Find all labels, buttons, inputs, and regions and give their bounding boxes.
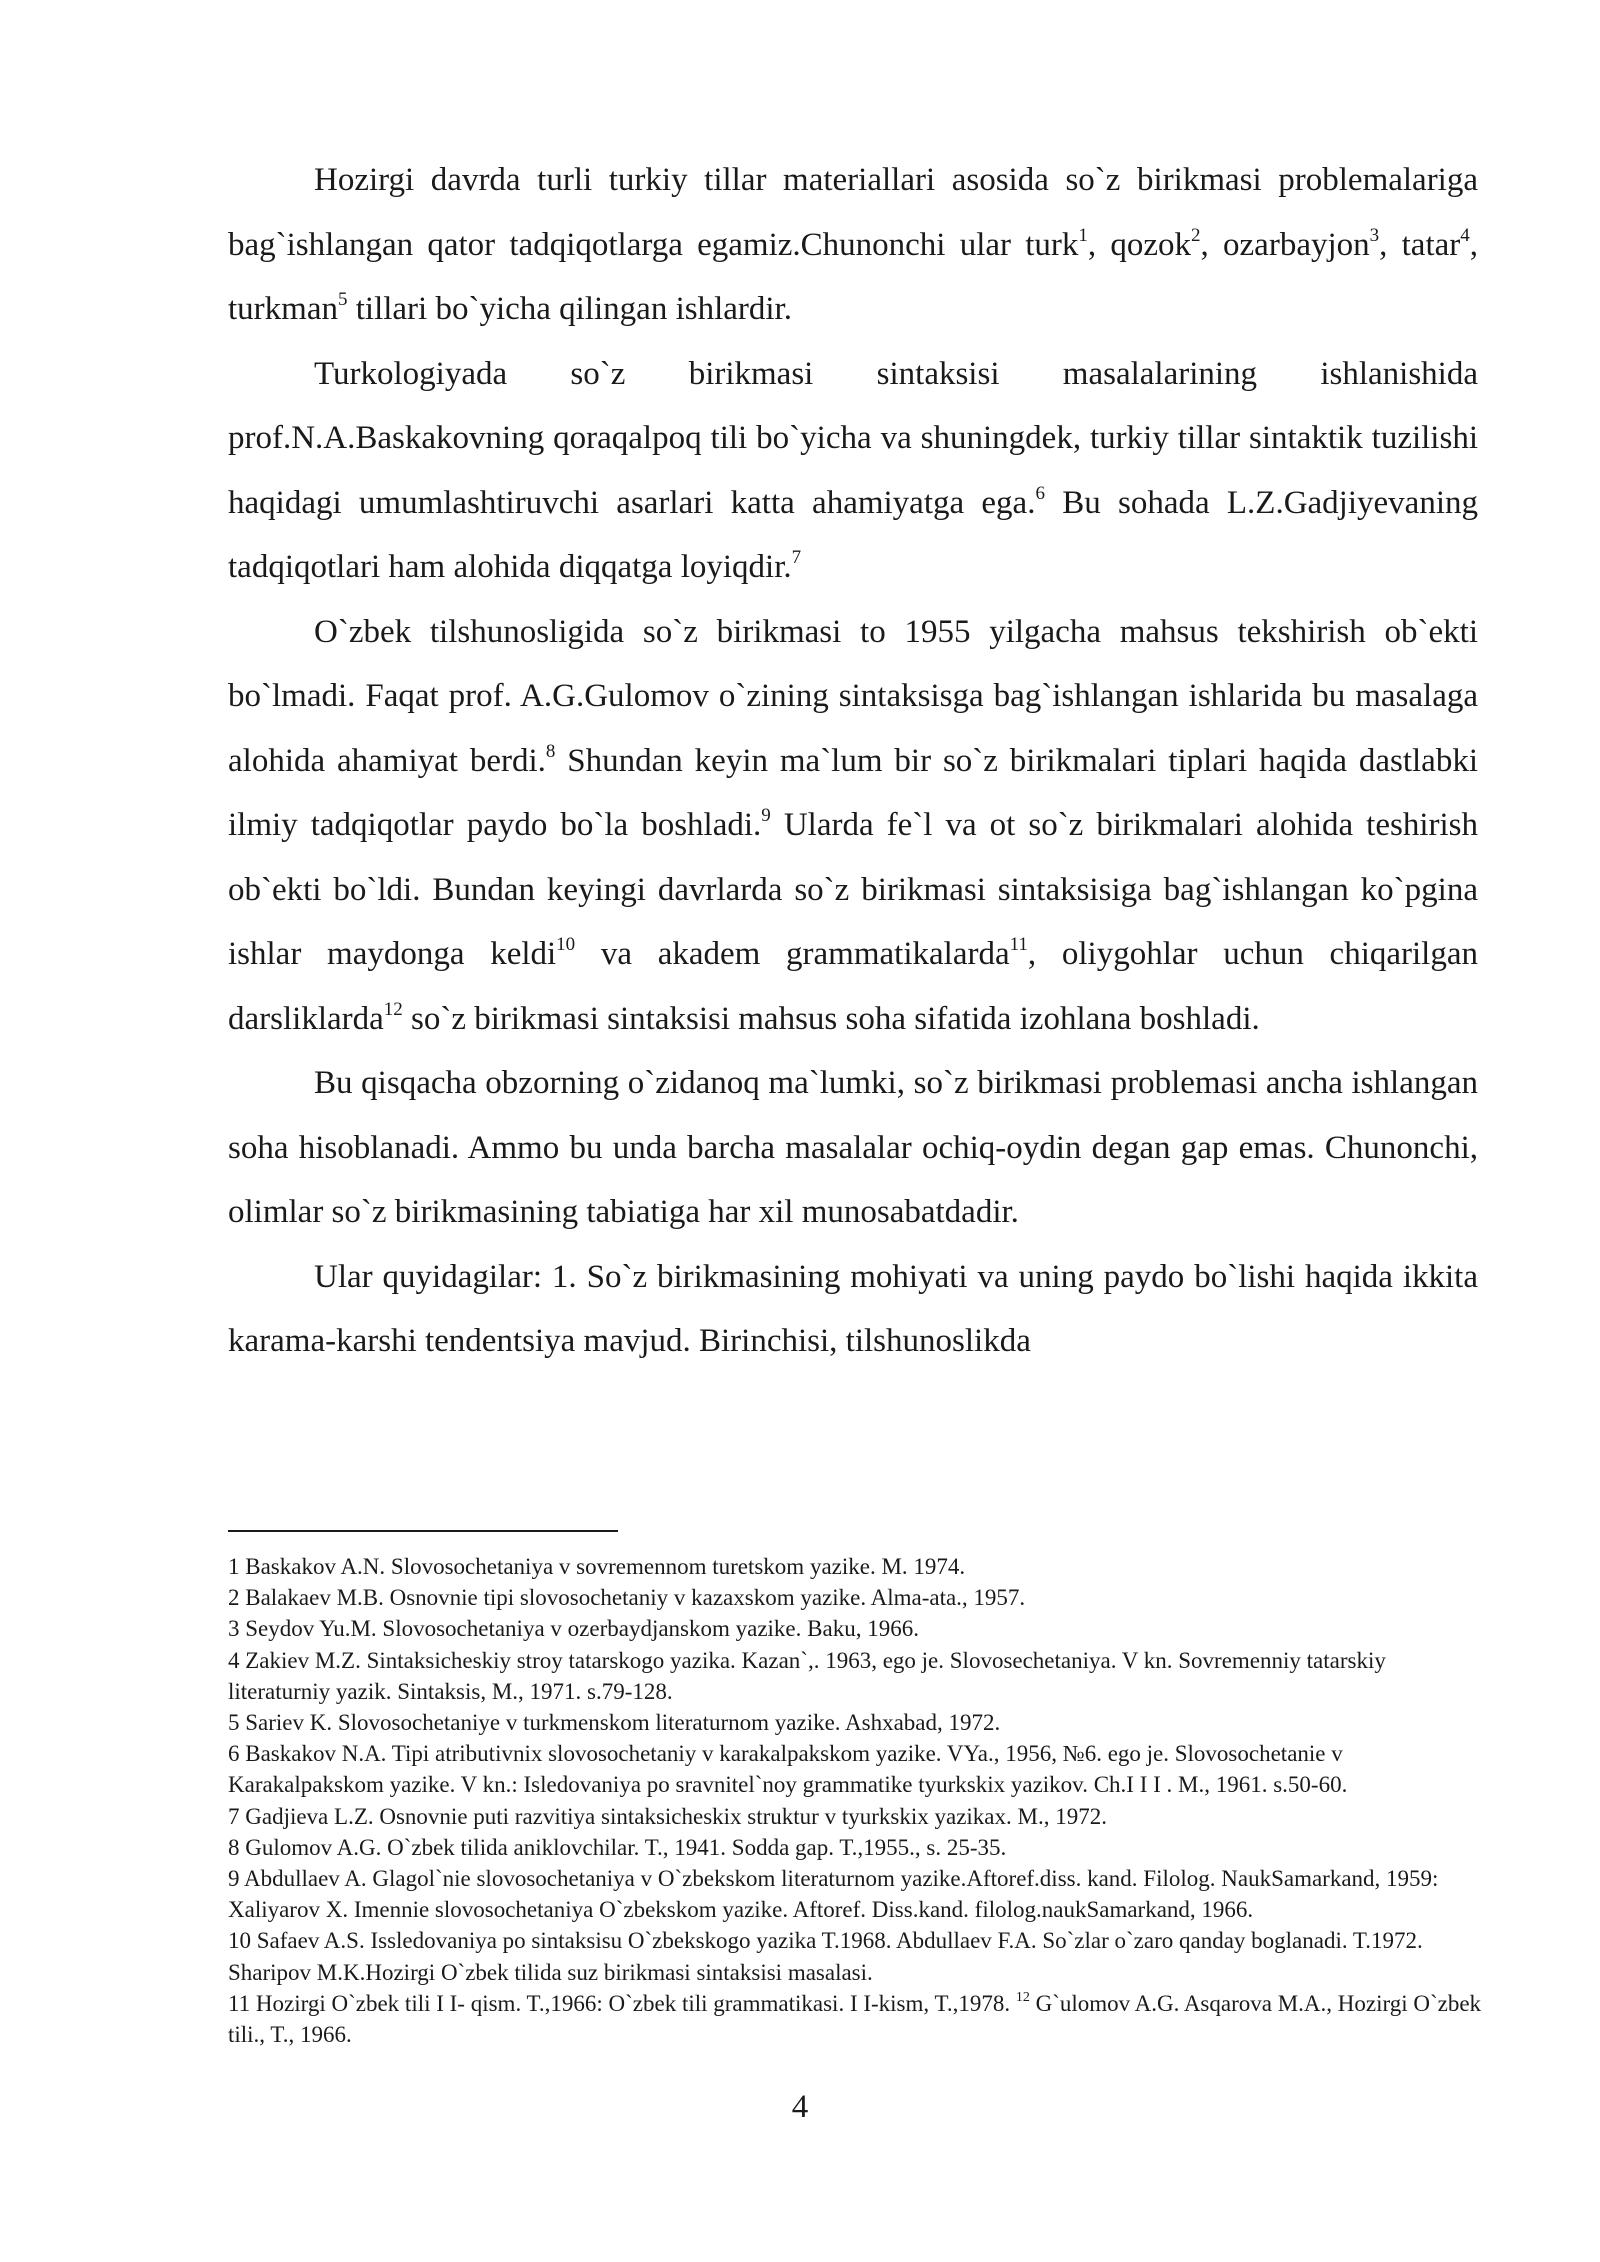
text-run: va akadem grammatikalarda	[575, 936, 1010, 972]
text-run: , ozarbayjon	[1200, 226, 1370, 263]
text-run: tillari bo`yicha qilingan ishlardir.	[347, 291, 792, 327]
footnote	[228, 1551, 1490, 1582]
footnote-reference: 4	[1460, 224, 1470, 246]
footnote-reference: 6	[1035, 482, 1045, 504]
footnote	[228, 1832, 1490, 1863]
text-run: so`z birikmasi sintaksisi mahsus soha sifatida izohlana boshladi.	[402, 1000, 1260, 1037]
text-run: 2 Balakaev M.B. Osnovnie tipi slovosochetaniy v kazaxskom yazike. Alma-ata., 1957.	[228, 1585, 1026, 1611]
text-run: 7 Gadjieva L.Z. Osnovnie puti razvitiya sintaksicheskix struktur v tyurkskix yazikax. M., 1972.	[228, 1803, 1107, 1829]
footnote-reference: 12	[383, 998, 403, 1020]
text-run: 3 Seydov Yu.M. Slovosochetaniya v ozerbaydjanskom yazike. Baku, 1966.	[228, 1616, 919, 1642]
paragraph	[228, 1245, 1478, 1374]
footnote-separator	[228, 1530, 618, 1532]
footnote-reference: 1	[1078, 224, 1088, 246]
footnote	[228, 1801, 1490, 1832]
text-run: , tatar	[1379, 226, 1461, 263]
footnotes	[228, 1551, 1490, 2050]
footnote	[228, 1738, 1490, 1800]
text-run: Hozirgi davrda turli turkiy tillar materiallari asosida so`z birikmasi problemalariga bag`ishlangan qator tadqiqotlarga egamiz.Chunonchi ular turk	[228, 162, 1478, 263]
footnote-reference: 12	[1015, 1990, 1030, 2006]
footnote-reference: 2	[1191, 224, 1201, 246]
text-run: 1 Baskakov A.N. Slovosochetaniya v sovremennom turetskom yazike. M. 1974.	[228, 1554, 966, 1579]
text-run: Turkologiyada so`z birikmasi sintaksisi masalalarining ishlanishida prof.N.A.Baskakovning qoraqalpoq tili bo`yicha va shuningdek, turkiy tillar sintaktik tuzilishi haqidagi umumlashtiruvchi asarlari katta ahamiyatga ega.	[228, 355, 1478, 521]
text-run: 11 Hozirgi O`zbek tili I I- qism. T.,1966: O`zbek tili grammatikasi. I I-kism, T.,1978.	[228, 1990, 1016, 2016]
footnote-reference: 8	[545, 740, 556, 762]
footnote	[228, 1863, 1490, 1925]
text-run: , turkman	[228, 226, 1478, 327]
footnote	[228, 1707, 1490, 1738]
footnote-reference: 3	[1369, 224, 1380, 246]
text-run: 10 Safaev A.S. Issledovaniya po sintaksisu O`zbekskogo yazika T.1968. Abdullaev F.A. So`zlar o`zaro qanday boglanadi. T.1972. Sharipov M.K.Hozirgi O`zbek tilida suz birikmasi sintaksisi masalasi.	[228, 1928, 1423, 1985]
paragraph	[228, 600, 1478, 1052]
footnote	[228, 1988, 1490, 2050]
text-run: 9 Abdullaev A. Glagol`nie slovosochetaniya v O`zbekskom literaturnom yazike.Aftoref.diss. kand. Filolog. NaukSamarkand, 1959: Xaliyarov X. Imennie slovosochetaniya O`zbekskom yazike. Aftoref. Diss.kand. filolog.naukSamarkand, 1966.	[228, 1866, 1439, 1923]
text-run: 5 Sariev K. Slovosochetaniye v turkmenskom literaturnom yazike. Ashxabad, 1972.	[228, 1710, 1001, 1736]
footnote-reference: 9	[761, 805, 771, 826]
text-run: G`ulomov A.G. Asqarova M.A., Hozirgi O`zbek tili., T., 1966.	[228, 1990, 1482, 2048]
footnote-reference: 10	[556, 934, 576, 955]
footnote	[228, 1925, 1490, 1987]
page-number: 4	[791, 2089, 809, 2125]
text-run: 6 Baskakov N.A. Tipi atributivnix slovosochetaniy v karakalpakskom yazike. VYa., 1956, №6. ego je. Slovosochetanie v Karakalpakskom yazike. V kn.: Isledovaniya po sravnitel`noy grammatike tyurkskix yazikov. Ch.I I I . M., 1961. s.50-60.	[228, 1741, 1348, 1798]
text-run: Ularda fe`l va ot so`z birikmalari alohida teshirish ob`ekti bo`ldi. Bundan keyingi davrlarda so`z birikmasi sintaksisiga bag`ishlangan ko`pgina ishlar maydonga keldi	[228, 807, 1478, 972]
text-run: Bu sohada L.Z.Gadjiyevaning tadqiqotlari ham alohida diqqatga loyiqdir.	[228, 484, 1478, 585]
main-text	[228, 148, 1478, 1374]
paragraph	[228, 342, 1478, 600]
text-run: , qozok	[1087, 226, 1192, 263]
text-run: 4 Zakiev M.Z. Sintaksicheskiy stroy tatarskogo yazika. Kazan`,. 1963, ego je. Slovosechetaniya. V kn. Sovremenniy tatarskiy literaturniy yazik. Sintaksis, M., 1971. s.79-128.	[228, 1647, 1386, 1704]
text-run: Ular quyidagilar: 1. So`z birikmasining mohiyati va uning paydo bo`lishi haqida ikkita karama-karshi tendentsiya mavjud. Birinchisi, tilshunoslikda	[228, 1258, 1478, 1359]
text-run: Bu qisqacha obzorning o`zidanoq ma`lumki, so`z birikmasi problemasi ancha ishlangan soha hisoblanadi. Ammo bu unda barcha masalalar ochiq-oydin degan gap emas. Chunonchi, olimlar so`z birikmasining tabiatiga har xil munosabatdadir.	[228, 1065, 1478, 1230]
footnote-reference: 5	[337, 289, 348, 310]
paragraph	[228, 148, 1478, 342]
footnote	[228, 1582, 1490, 1613]
footnote-reference: 11	[1009, 934, 1028, 955]
footnote	[228, 1613, 1490, 1644]
footnote	[228, 1645, 1490, 1707]
paragraph	[228, 1051, 1478, 1245]
text-run: , oliygohlar uchun chiqarilgan darsliklarda	[228, 936, 1478, 1037]
text-run: O`zbek tilshunosligida so`z birikmasi to 1955 yilgacha mahsus tekshirish ob`ekti bo`lmadi. Faqat prof. A.G.Gulomov o`zining sintaksisga bag`ishlangan ishlarida bu masalaga alohida ahamiyat berdi.	[228, 613, 1478, 779]
footnote-reference: 7	[791, 547, 802, 568]
text-run: Shundan keyin ma`lum bir so`z birikmalari tiplari haqida dastlabki ilmiy tadqiqotlar paydo bo`la boshladi.	[228, 742, 1478, 843]
text-run: 8 Gulomov A.G. O`zbek tilida aniklovchilar. T., 1941. Sodda gap. T.,1955., s. 25-35.	[228, 1834, 1007, 1860]
